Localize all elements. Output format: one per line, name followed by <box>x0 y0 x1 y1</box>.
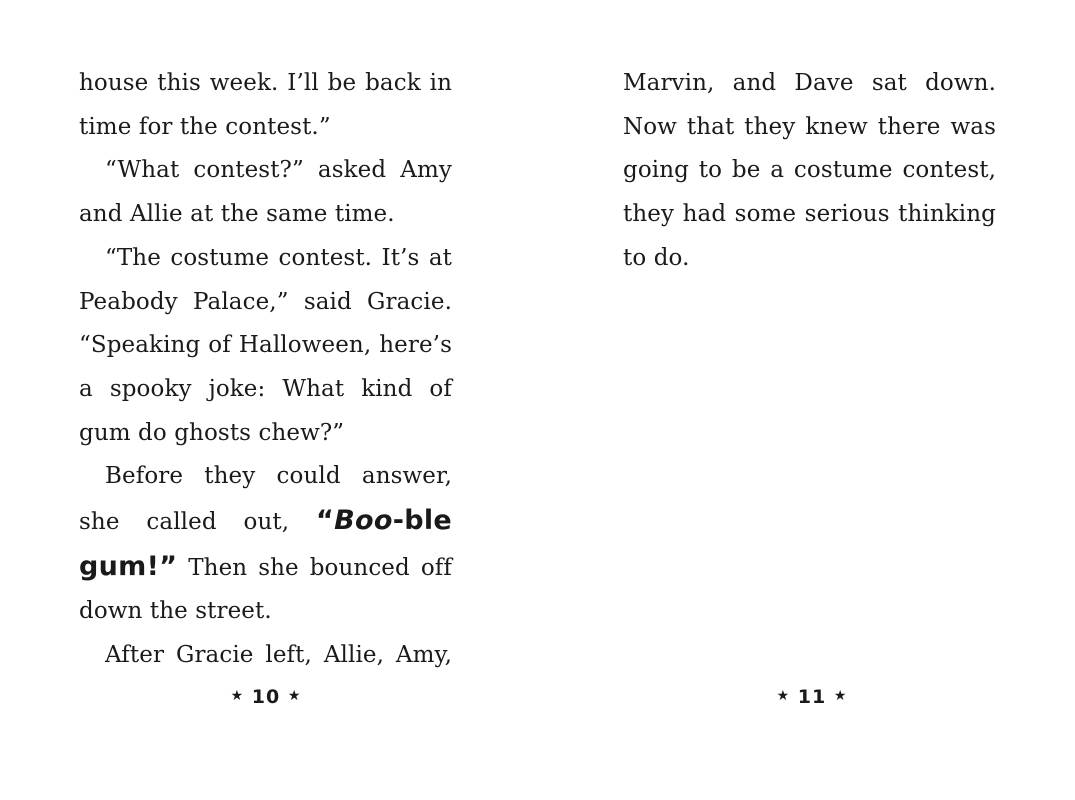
paragraph-after-gracie-left: After Gracie left, Allie, Amy, <box>105 642 452 669</box>
page-number-value: 11 <box>797 686 827 708</box>
left-page <box>79 62 452 702</box>
right-page <box>623 62 996 702</box>
punchline-open-quote: “ <box>316 505 335 537</box>
star-icon: ★ <box>833 688 848 704</box>
punchline-rest: -ble gum!” <box>79 505 452 582</box>
paragraph-costume-contest: “The costume contest. It’s at Peabody Palace,” said Gracie. “Speaking of Halloween, here’s a spooky joke: What kind of gum do ghosts chew?” <box>79 244 452 446</box>
paragraph-text-after: Then she bounced off down the street. <box>79 554 452 625</box>
right-page-text <box>623 62 996 281</box>
punchline-boo: Boo <box>334 505 393 537</box>
star-icon: ★ <box>287 688 302 704</box>
paragraph-what-contest: “What contest?” asked Amy and Allie at the same time. <box>79 157 452 228</box>
paragraph-continuation: house this week. I’ll be back in time for the contest.” <box>79 70 452 140</box>
page-number-right <box>752 686 872 708</box>
page-number-left <box>206 686 326 708</box>
star-icon: ★ <box>230 688 245 704</box>
left-page-text <box>79 62 452 678</box>
paragraph-boo-ble-gum <box>79 455 452 634</box>
paragraph-marvin-and-dave: Marvin, and Dave sat down. Now that they knew there was going to be a costume contest, they had some serious thinking to do. <box>623 70 996 271</box>
page-number-value: 10 <box>251 686 281 708</box>
paragraph-text-before: Before they could answer, she called out, <box>79 463 452 536</box>
star-icon: ★ <box>776 688 791 704</box>
